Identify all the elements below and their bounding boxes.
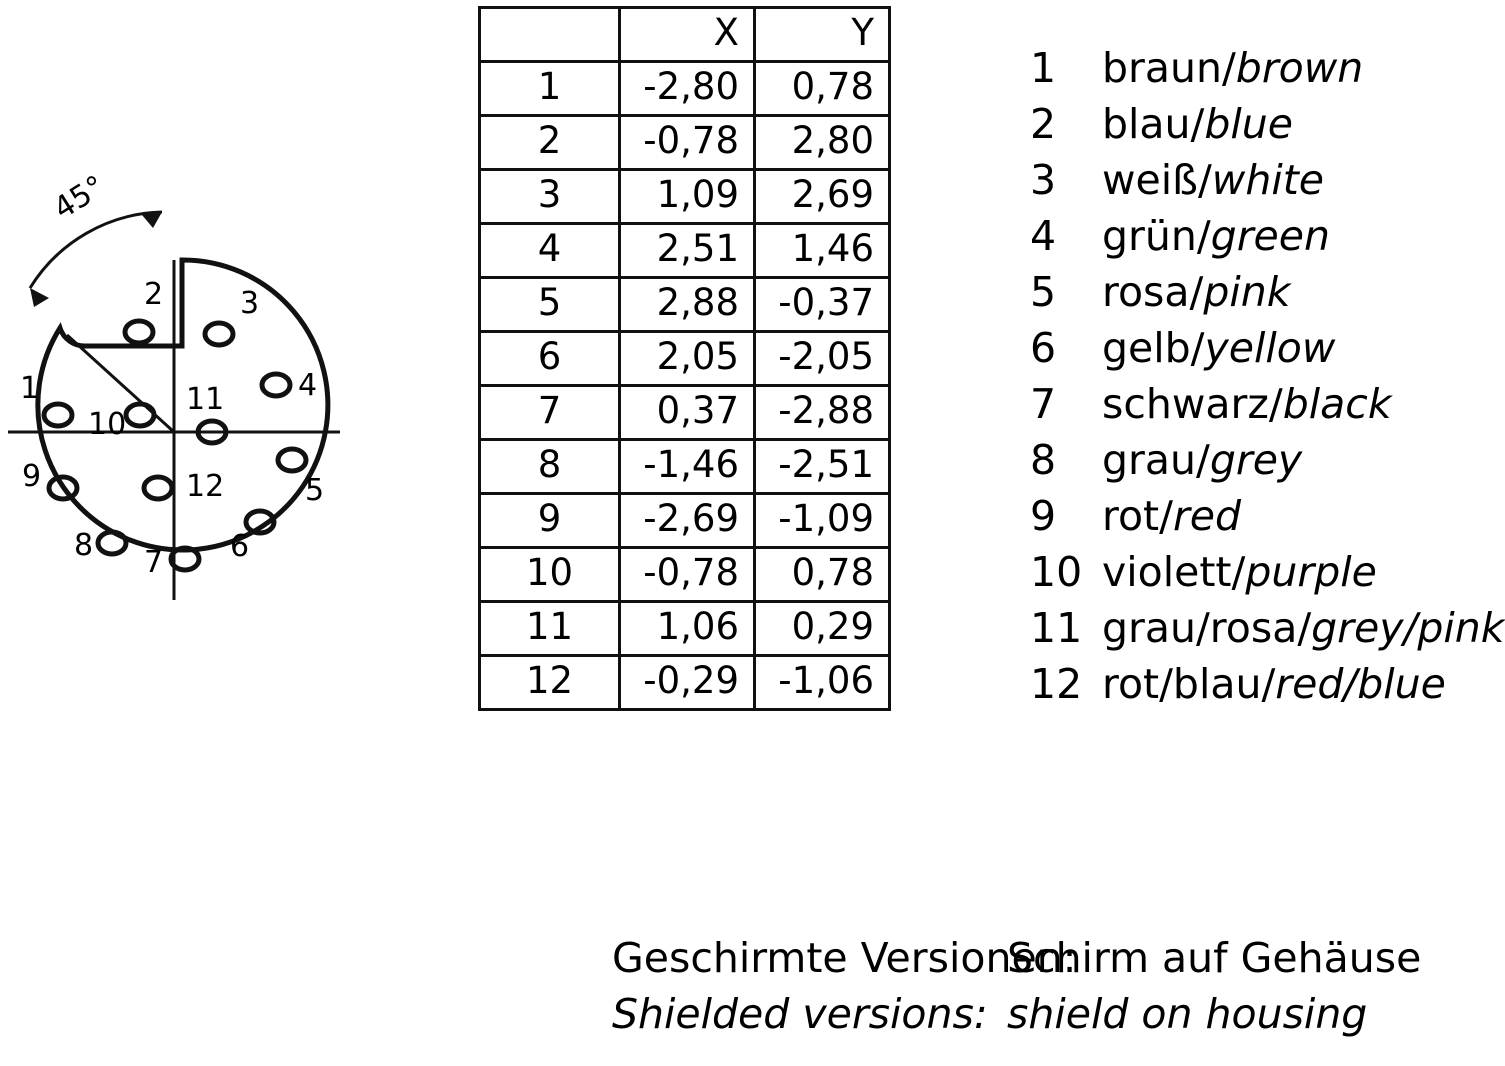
legend-label-en: white <box>1211 156 1325 204</box>
list-item <box>1030 660 1470 720</box>
cell-pin: 4 <box>480 224 620 278</box>
list-item <box>1030 436 1470 496</box>
legend-label-de: grün/ <box>1102 212 1211 260</box>
cell-pin: 2 <box>480 116 620 170</box>
contact-hole-8 <box>98 532 126 554</box>
legend-number: 4 <box>1030 212 1057 260</box>
legend-number: 7 <box>1030 380 1057 428</box>
legend-number: 10 <box>1030 548 1083 596</box>
cell-y: -2,05 <box>755 332 890 386</box>
note-label-de: Geschirmte Versionen: <box>612 934 1077 982</box>
cell-y: 2,80 <box>755 116 890 170</box>
contact-hole-10 <box>126 404 154 426</box>
table-row <box>480 116 890 170</box>
table-row <box>480 440 890 494</box>
cell-y: -0,37 <box>755 278 890 332</box>
cell-y: -2,51 <box>755 440 890 494</box>
legend-label-en: pink <box>1203 268 1291 316</box>
cell-x: 1,09 <box>620 170 755 224</box>
legend-number: 2 <box>1030 100 1057 148</box>
legend-label-de: violett/ <box>1102 548 1246 596</box>
cell-x: -0,78 <box>620 116 755 170</box>
pin-label-10: 10 <box>88 407 127 442</box>
legend-label-en: brown <box>1235 44 1364 92</box>
cell-x: -0,29 <box>620 656 755 710</box>
table-body <box>480 62 890 710</box>
table-row <box>480 278 890 332</box>
legend-number: 9 <box>1030 492 1057 540</box>
cell-y: 0,78 <box>755 62 890 116</box>
wire-color-legend <box>1030 44 1505 720</box>
legend-label-en: yellow <box>1204 324 1336 372</box>
legend-label-en: grey <box>1209 436 1303 484</box>
table-header-row <box>480 8 890 62</box>
list-item <box>1030 380 1470 440</box>
cell-pin: 9 <box>480 494 620 548</box>
table-row <box>480 548 890 602</box>
contact-hole-12 <box>144 477 172 499</box>
cell-pin: 8 <box>480 440 620 494</box>
pin-label-2: 2 <box>144 277 164 312</box>
table-row <box>480 62 890 116</box>
cell-pin: 3 <box>480 170 620 224</box>
note-value-de: Schirm auf Gehäuse <box>1007 934 1422 982</box>
contact-hole-4 <box>262 374 290 396</box>
pin-label-3: 3 <box>240 286 260 321</box>
table-row <box>480 332 890 386</box>
cell-x: 0,37 <box>620 386 755 440</box>
legend-number: 6 <box>1030 324 1057 372</box>
coordinates-table <box>478 6 891 711</box>
list-item <box>1030 548 1470 608</box>
legend-label-de: blau/ <box>1102 100 1205 148</box>
cell-y: -1,06 <box>755 656 890 710</box>
legend-number: 1 <box>1030 44 1057 92</box>
legend-number: 11 <box>1030 604 1083 652</box>
legend-label-de: rot/ <box>1102 492 1173 540</box>
cell-pin: 6 <box>480 332 620 386</box>
cell-x: 1,06 <box>620 602 755 656</box>
contact-hole-5 <box>278 449 306 471</box>
legend-number: 3 <box>1030 156 1057 204</box>
cell-x: -2,80 <box>620 62 755 116</box>
legend-label-en: blue <box>1204 100 1293 148</box>
legend-label-de: braun/ <box>1102 44 1236 92</box>
list-item <box>1030 492 1470 552</box>
pin-label-5: 5 <box>305 473 325 508</box>
list-item <box>1030 156 1470 216</box>
pin-label-8: 8 <box>74 528 94 563</box>
note-label-en: Shielded versions: <box>612 990 988 1038</box>
pin-label-4: 4 <box>298 368 318 403</box>
note-row-en <box>612 990 1412 1050</box>
legend-label-en: green <box>1210 212 1330 260</box>
legend-label-de: schwarz/ <box>1102 380 1283 428</box>
connector-housing-outline <box>38 260 328 550</box>
legend-label-de: weiß/ <box>1102 156 1212 204</box>
header-pin <box>480 8 620 62</box>
contact-hole-3 <box>205 323 233 345</box>
cell-y: 0,29 <box>755 602 890 656</box>
legend-label-en: grey/pink <box>1311 604 1505 652</box>
cell-pin: 7 <box>480 386 620 440</box>
cell-pin: 5 <box>480 278 620 332</box>
cell-y: 0,78 <box>755 548 890 602</box>
legend-number: 5 <box>1030 268 1057 316</box>
shielded-versions-note <box>612 934 1422 1050</box>
table-row <box>480 602 890 656</box>
list-item <box>1030 268 1470 328</box>
legend-label-de: grau/rosa/ <box>1102 604 1312 652</box>
header-y: Y <box>755 8 890 62</box>
list-item <box>1030 44 1470 104</box>
cell-y: 2,69 <box>755 170 890 224</box>
pin-label-1: 1 <box>20 371 40 406</box>
note-row-de <box>612 934 1422 994</box>
table-row <box>480 170 890 224</box>
note-value-en: shield on housing <box>1007 990 1368 1038</box>
contact-hole-1 <box>44 404 72 426</box>
legend-label-en: red/blue <box>1275 660 1446 708</box>
cell-pin: 1 <box>480 62 620 116</box>
cell-x: -1,46 <box>620 440 755 494</box>
table-row <box>480 494 890 548</box>
connector-pinout-diagram <box>0 170 470 640</box>
pin-label-7: 7 <box>144 545 164 580</box>
cell-pin: 10 <box>480 548 620 602</box>
legend-label-en: red <box>1172 492 1242 540</box>
table-row <box>480 386 890 440</box>
pin-label-12: 12 <box>186 469 225 504</box>
legend-number: 12 <box>1030 660 1083 708</box>
contact-hole-2 <box>125 321 153 343</box>
header-x: X <box>620 8 755 62</box>
cell-x: -0,78 <box>620 548 755 602</box>
cell-x: 2,51 <box>620 224 755 278</box>
angle-indicator <box>30 212 162 307</box>
pin-label-9: 9 <box>22 459 42 494</box>
list-item <box>1030 324 1470 384</box>
list-item <box>1030 100 1470 160</box>
legend-label-en: purple <box>1245 548 1377 596</box>
cell-x: -2,69 <box>620 494 755 548</box>
legend-label-en: black <box>1282 380 1392 428</box>
legend-label-de: grau/ <box>1102 436 1210 484</box>
cell-y: -1,09 <box>755 494 890 548</box>
legend-number: 8 <box>1030 436 1057 484</box>
pin-label-6: 6 <box>230 529 250 564</box>
cell-y: -2,88 <box>755 386 890 440</box>
cell-pin: 12 <box>480 656 620 710</box>
list-item <box>1030 604 1505 664</box>
cell-x: 2,05 <box>620 332 755 386</box>
cell-y: 1,46 <box>755 224 890 278</box>
cell-x: 2,88 <box>620 278 755 332</box>
table-row <box>480 656 890 710</box>
legend-label-de: gelb/ <box>1102 324 1205 372</box>
cell-pin: 11 <box>480 602 620 656</box>
table-row <box>480 224 890 278</box>
angle-label: 45° <box>47 168 112 227</box>
list-item <box>1030 212 1470 272</box>
legend-label-de: rosa/ <box>1102 268 1204 316</box>
legend-label-de: rot/blau/ <box>1102 660 1276 708</box>
pin-label-11: 11 <box>186 382 225 417</box>
